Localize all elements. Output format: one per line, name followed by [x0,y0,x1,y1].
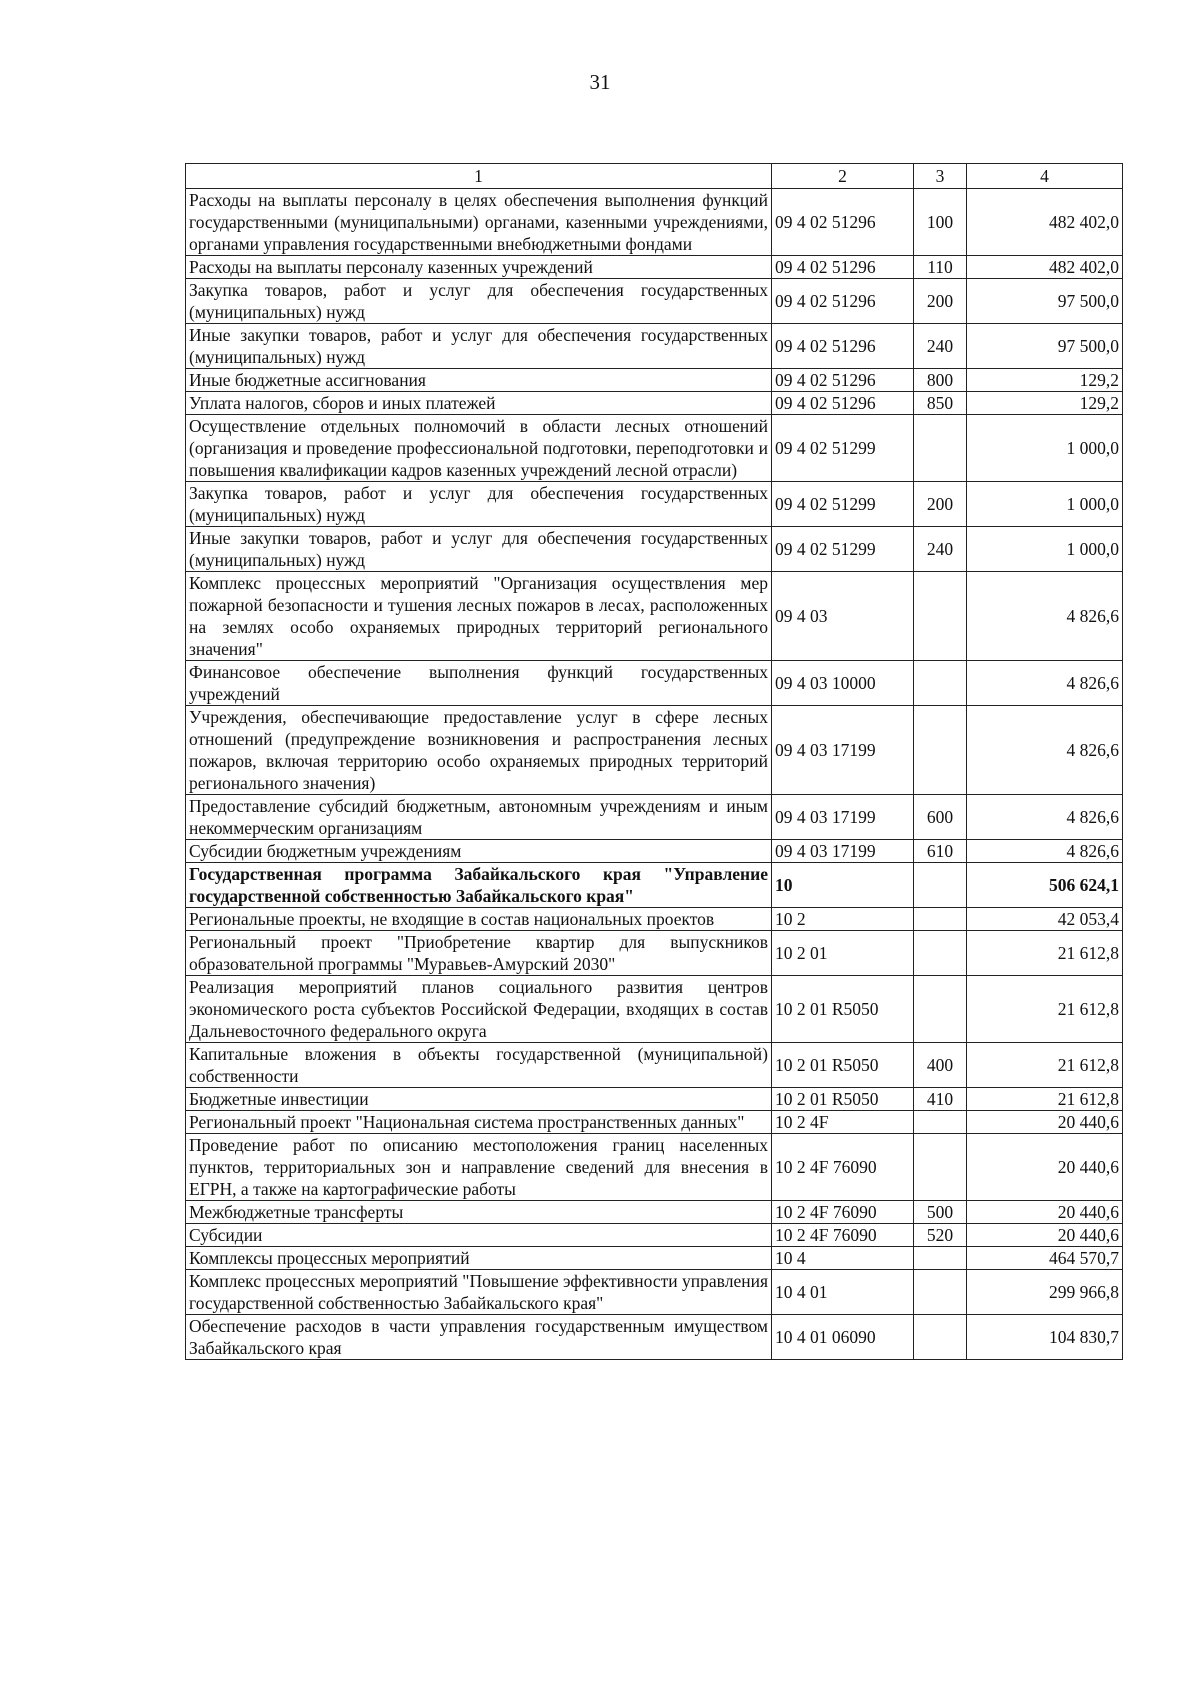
row-name: Закупка товаров, работ и услуг для обеспечения государственных (муниципальных) нужд [186,482,772,527]
row-code: 10 2 4F [772,1111,914,1134]
row-amount: 21 612,8 [967,976,1123,1043]
row-amount: 4 826,6 [967,706,1123,795]
row-code: 10 2 4F 76090 [772,1224,914,1247]
row-expense-type [914,1111,967,1134]
row-code: 10 2 4F 76090 [772,1134,914,1201]
row-expense-type [914,1247,967,1270]
row-amount: 129,2 [967,369,1123,392]
row-amount: 4 826,6 [967,840,1123,863]
table-row [186,908,1123,931]
table-row [186,1315,1123,1360]
row-amount: 20 440,6 [967,1134,1123,1201]
budget-table [185,163,1123,1360]
row-name: Региональные проекты, не входящие в состав национальных проектов [186,908,772,931]
table-row [186,863,1123,908]
row-name: Комплекс процессных мероприятий "Повышение эффективности управления государственной собственностью Забайкальского края" [186,1270,772,1315]
row-name: Иные закупки товаров, работ и услуг для обеспечения государственных (муниципальных) нужд [186,324,772,369]
row-code: 10 2 4F 76090 [772,1201,914,1224]
row-code: 09 4 02 51296 [772,324,914,369]
row-amount: 482 402,0 [967,189,1123,256]
table-row [186,369,1123,392]
row-code: 10 4 01 06090 [772,1315,914,1360]
row-amount: 4 826,6 [967,795,1123,840]
table-row [186,527,1123,572]
row-code: 09 4 03 17199 [772,840,914,863]
row-expense-type: 850 [914,392,967,415]
row-expense-type: 240 [914,324,967,369]
header-col-4: 4 [967,164,1123,189]
row-name: Учреждения, обеспечивающие предоставление услуг в сфере лесных отношений (предупреждение возникновения и распространения лесных пожаров, включая территорию особо охраняемых природных территорий регионального значения) [186,706,772,795]
row-name: Предоставление субсидий бюджетным, автономным учреждениям и иным некоммерческим организациям [186,795,772,840]
row-name: Комплексы процессных мероприятий [186,1247,772,1270]
row-expense-type: 410 [914,1088,967,1111]
row-amount: 1 000,0 [967,482,1123,527]
row-expense-type [914,706,967,795]
table-row [186,1247,1123,1270]
row-amount: 4 826,6 [967,661,1123,706]
table-row [186,482,1123,527]
row-expense-type: 520 [914,1224,967,1247]
row-name: Реализация мероприятий планов социального развития центров экономического роста субъектов Российской Федерации, входящих в состав Дальневосточного федерального округа [186,976,772,1043]
row-amount: 21 612,8 [967,931,1123,976]
table-row [186,572,1123,661]
row-name: Бюджетные инвестиции [186,1088,772,1111]
row-code: 10 2 [772,908,914,931]
row-amount: 21 612,8 [967,1088,1123,1111]
row-code: 10 2 01 R5050 [772,976,914,1043]
row-expense-type [914,415,967,482]
row-expense-type [914,572,967,661]
row-expense-type [914,1315,967,1360]
row-name: Капитальные вложения в объекты государственной (муниципальной) собственности [186,1043,772,1088]
header-col-3: 3 [914,164,967,189]
row-code: 09 4 02 51299 [772,482,914,527]
row-name: Комплекс процессных мероприятий "Организация осуществления мер пожарной безопасности и тушения лесных пожаров в лесах, расположенных на землях особо охраняемых природных территорий регионального значения" [186,572,772,661]
row-expense-type: 200 [914,279,967,324]
row-code: 09 4 03 10000 [772,661,914,706]
table-row [186,1111,1123,1134]
row-code: 09 4 03 17199 [772,706,914,795]
row-name: Региональный проект "Приобретение квартир для выпускников образовательной программы "Муравьев-Амурский 2030" [186,931,772,976]
row-amount: 299 966,8 [967,1270,1123,1315]
row-expense-type [914,1270,967,1315]
row-code: 10 4 01 [772,1270,914,1315]
row-expense-type [914,976,967,1043]
row-name: Обеспечение расходов в части управления государственным имуществом Забайкальского края [186,1315,772,1360]
table-row [186,1270,1123,1315]
row-amount: 97 500,0 [967,279,1123,324]
row-amount: 129,2 [967,392,1123,415]
row-amount: 20 440,6 [967,1111,1123,1134]
row-expense-type: 400 [914,1043,967,1088]
row-amount: 482 402,0 [967,256,1123,279]
row-code: 09 4 02 51296 [772,279,914,324]
row-name: Государственная программа Забайкальского края "Управление государственной собственностью Забайкальского края" [186,863,772,908]
row-amount: 97 500,0 [967,324,1123,369]
row-amount: 21 612,8 [967,1043,1123,1088]
table-row [186,1088,1123,1111]
row-amount: 20 440,6 [967,1224,1123,1247]
row-expense-type: 200 [914,482,967,527]
page-number: 31 [589,70,611,94]
row-expense-type [914,931,967,976]
row-expense-type: 100 [914,189,967,256]
row-expense-type: 800 [914,369,967,392]
row-code: 09 4 02 51296 [772,392,914,415]
row-code: 09 4 02 51296 [772,369,914,392]
row-code: 10 4 [772,1247,914,1270]
row-name: Осуществление отдельных полномочий в области лесных отношений (организация и проведение профессиональной подготовки, переподготовки и повышения квалификации кадров казенных учреждений лесной отрасли) [186,415,772,482]
table-row [186,1201,1123,1224]
row-code: 09 4 02 51296 [772,256,914,279]
row-code: 10 [772,863,914,908]
row-name: Расходы на выплаты персоналу в целях обеспечения выполнения функций государственными (муниципальными) органами, казенными учреждениями, органами управления государственными внебюджетными фондами [186,189,772,256]
row-name: Субсидии бюджетным учреждениям [186,840,772,863]
table-row [186,1043,1123,1088]
row-name: Расходы на выплаты персоналу казенных учреждений [186,256,772,279]
row-name: Финансовое обеспечение выполнения функций государственных учреждений [186,661,772,706]
table-row [186,415,1123,482]
row-expense-type: 500 [914,1201,967,1224]
row-amount: 464 570,7 [967,1247,1123,1270]
row-amount: 1 000,0 [967,527,1123,572]
row-expense-type: 110 [914,256,967,279]
table-row [186,840,1123,863]
row-name: Иные закупки товаров, работ и услуг для обеспечения государственных (муниципальных) нужд [186,527,772,572]
row-expense-type [914,908,967,931]
row-amount: 4 826,6 [967,572,1123,661]
row-amount: 42 053,4 [967,908,1123,931]
row-expense-type [914,1134,967,1201]
row-expense-type: 610 [914,840,967,863]
row-name: Субсидии [186,1224,772,1247]
row-expense-type: 600 [914,795,967,840]
table-row [186,795,1123,840]
row-code: 10 2 01 R5050 [772,1043,914,1088]
table-row [186,324,1123,369]
row-expense-type [914,661,967,706]
header-col-1: 1 [186,164,772,189]
row-code: 09 4 03 [772,572,914,661]
table-row [186,976,1123,1043]
row-expense-type: 240 [914,527,967,572]
row-code: 10 2 01 R5050 [772,1088,914,1111]
table-row [186,256,1123,279]
row-amount: 506 624,1 [967,863,1123,908]
row-code: 09 4 02 51296 [772,189,914,256]
header-col-2: 2 [772,164,914,189]
table-row [186,706,1123,795]
row-code: 10 2 01 [772,931,914,976]
row-name: Региональный проект "Национальная система пространственных данных" [186,1111,772,1134]
row-code: 09 4 03 17199 [772,795,914,840]
table-row [186,931,1123,976]
row-name: Иные бюджетные ассигнования [186,369,772,392]
table-row [186,1134,1123,1201]
row-amount: 104 830,7 [967,1315,1123,1360]
row-amount: 20 440,6 [967,1201,1123,1224]
table-header-row [186,164,1123,189]
table-row [186,189,1123,256]
table-row [186,279,1123,324]
table-row [186,392,1123,415]
row-expense-type [914,863,967,908]
row-code: 09 4 02 51299 [772,415,914,482]
table-row [186,1224,1123,1247]
row-name: Уплата налогов, сборов и иных платежей [186,392,772,415]
row-code: 09 4 02 51299 [772,527,914,572]
table-row [186,661,1123,706]
row-name: Проведение работ по описанию местоположения границ населенных пунктов, территориальных зон и направление сведений для внесения в ЕГРН, а также на картографические работы [186,1134,772,1201]
row-name: Межбюджетные трансферты [186,1201,772,1224]
row-amount: 1 000,0 [967,415,1123,482]
row-name: Закупка товаров, работ и услуг для обеспечения государственных (муниципальных) нужд [186,279,772,324]
